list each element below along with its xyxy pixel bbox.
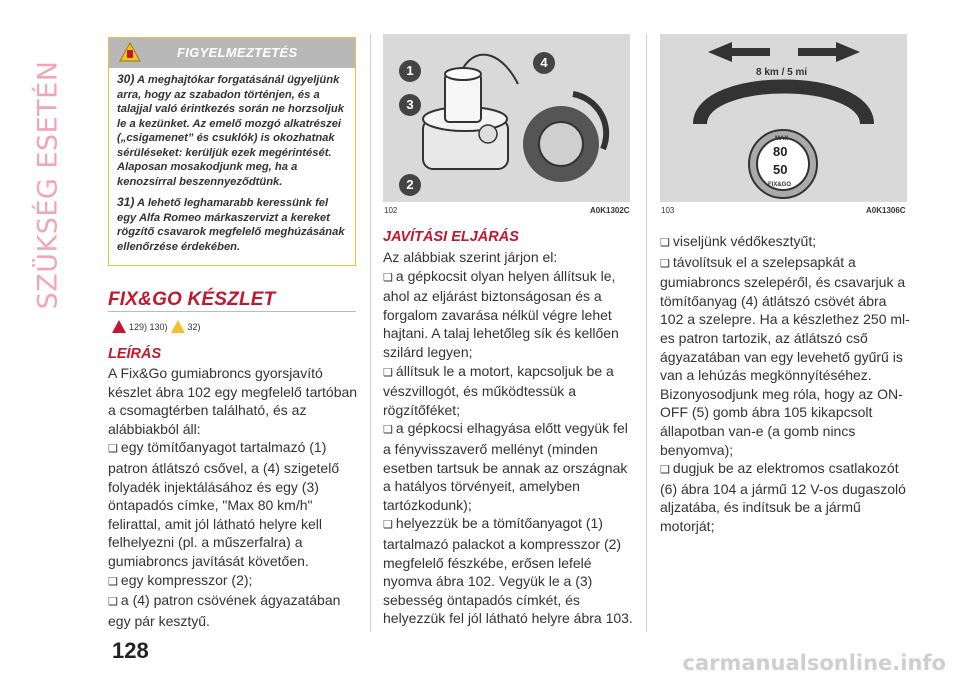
procedure-intro: Az alábbiak szerint járjon el: (383, 249, 558, 265)
reference-icons (112, 320, 201, 333)
figure-102-image (383, 34, 630, 202)
warning-item: 31) A lehető leghamarabb keressünk fel egy Alfa Romeo márkaszervizt a kereket rögzítő csavarok megfelelő meghúzásának ellenőrzése érdekében. (117, 195, 345, 253)
column3-text (660, 232, 910, 536)
section-title: FIX&GO KÉSZLET (108, 289, 276, 310)
callout-4: 4 (533, 52, 555, 74)
warning-item: 30) A meghajtókar forgatásánál ügyeljünk arra, hogy az szabadon történjen, és a talajjal való érintkezés során ne horzsoljuk le a kezünket. Az emelő mozgó alkatrészei („csigamenet” és csuklók) is okozhatnak sérüléseket: kerüljük ezek megérintését. Alaposan mosakodjunk meg, ha a kenozsírral beszennyeződtünk. (117, 72, 344, 188)
subsection-title-procedure: JAVÍTÁSI ELJÁRÁS (383, 229, 519, 245)
brand-label: FIX&GO (768, 182, 792, 188)
figure-102-code: A0K1302C (590, 206, 630, 215)
caution-hand-icon (171, 320, 185, 333)
speed-value-top: 80 (773, 144, 788, 159)
warning-header (109, 38, 355, 68)
callout-3: 3 (399, 94, 421, 116)
warning-triangle-icon (112, 320, 126, 333)
warning-title: FIGYELMEZTETÉS (177, 45, 298, 60)
side-section-title (28, 30, 68, 340)
list-item: ❑ viseljünk védőkesztyűt; (660, 232, 910, 253)
column1-text (108, 364, 360, 630)
figure-103-code: A0K1306C (866, 206, 906, 215)
intro-paragraph: A Fix&Go gumiabroncs gyorsjavító készlet ábra 102 egy megfelelő tartóban a csomagtérben található, és az alábbiakból áll: (108, 365, 358, 437)
list-item: ❑ egy tömítőanyagot tartalmazó (1) patron átlátszó csővel, a (4) szigetelő folyadék injektálásához és egy (3) öntapadós címke, "Max 80 km/h" felirattal, amit jól látható helyre kell felhelyezni (pl. a műszerfalra) a gumiabroncs javítását követően. (108, 438, 360, 570)
warning-body (109, 68, 355, 254)
column2-text (383, 248, 633, 628)
warning-hand-icon (119, 42, 141, 62)
list-item: ❑ helyezzük be a tömítőanyagot (1) tartalmazó palackot a kompresszor (2) megfelelő fészkébe, erősen lefelé nyomva ábra 102. Vegyük le a (3) sebesség öntapadós címkét, és helyezzük fel jól látható helyre ábra 103. (383, 514, 633, 628)
page-number: 128 (112, 638, 149, 663)
side-title-text: SZÜKSÉG ESETÉN (32, 60, 64, 310)
compressor-illustration (383, 34, 630, 202)
callout-2: 2 (399, 174, 421, 196)
figure-102-number: 102 (384, 206, 398, 215)
max-label: MAX (775, 136, 789, 142)
list-item: ❑ állítsuk le a motort, kapcsoljuk be a vészvillogót, és működtessük a rögzítőféket; (383, 362, 633, 420)
list-item: ❑ a gépkocsit olyan helyen állítsuk le, ahol az eljárást biztonságosan és a forgalom zavarása nélkül végre lehet hajtani. A talaj lehetőleg sík és kellően szilárd legyen; (383, 267, 633, 362)
column-divider-right (646, 34, 647, 632)
figure-103-number: 103 (661, 206, 675, 215)
section-rule (108, 311, 356, 312)
list-item: ❑ távolítsuk el a szelepsapkát a gumiabroncs szelepéről, és csavarjuk a tömítőanyag (4) átlátszó csövét ábra 102 a szelepre. Ha a készlethez 250 ml-es patron tartozik, az átlátszó cső ágyazatában van egy levehető gyűrű is van a lehúzás megkönnyítéséhez. Bizonyosodjunk meg róla, hogy az ON-OFF (5) gomb ábra 105 kikapcsolt állapotban van-e (a gomb nincs benyomva); (660, 253, 910, 460)
subsection-title-description: LEÍRÁS (108, 346, 162, 362)
column-divider-left (370, 34, 371, 632)
list-item: ❑ a gépkocsi elhagyása előtt vegyük fel a fényvisszaverő mellényt (minden esetben tartsuk be annak az országnak a hatályos törvényeit, amelyben tartózkodunk); (383, 419, 633, 514)
list-item: ❑ a (4) patron csövének ágyazatában egy pár kesztyű. (108, 591, 360, 630)
ref-text-2: 32) (187, 321, 201, 332)
warning-box (108, 37, 356, 266)
callout-1: 1 (399, 60, 421, 82)
figure-103-image (660, 34, 907, 202)
watermark: carmanualsonline.info (682, 651, 946, 675)
list-item: ❑ dugjuk be az elektromos csatlakozót (6) ábra 104 a jármű 12 V-os dugaszoló aljzatába, és indítsuk be a jármű motorját; (660, 459, 910, 535)
list-item: ❑ egy kompresszor (2); (108, 571, 360, 592)
distance-label: 8 km / 5 mi (756, 67, 808, 78)
speed-value-bottom: 50 (773, 162, 788, 177)
ref-text-1: 129) 130) (129, 321, 168, 332)
